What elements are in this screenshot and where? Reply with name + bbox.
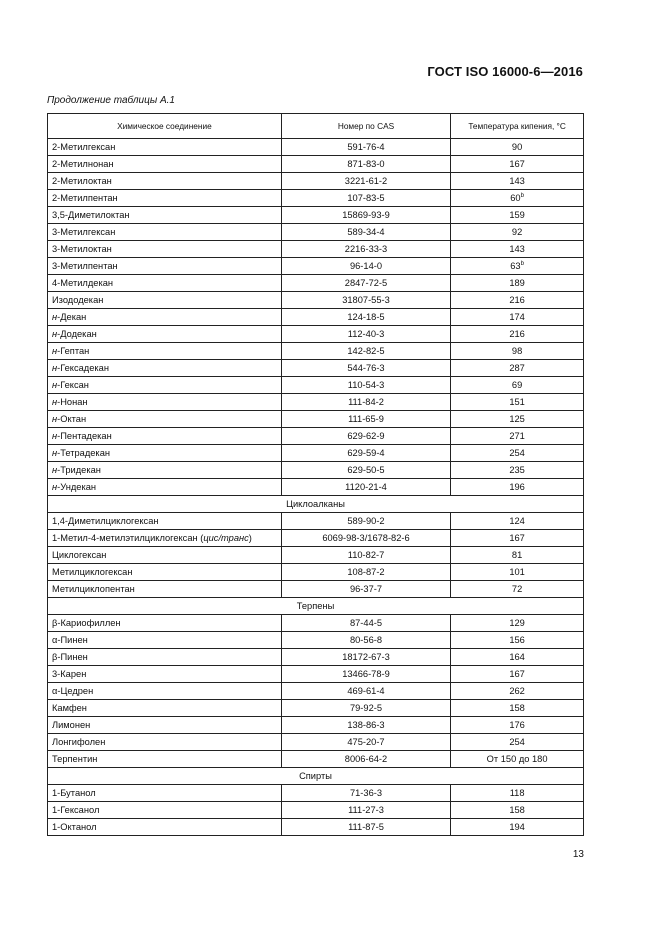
document-header: ГОСТ ISO 16000-6—2016	[427, 64, 583, 79]
boiling-point-cell	[451, 581, 584, 598]
compound-name-cell	[48, 241, 282, 258]
compound-name: -Гептан	[57, 346, 90, 356]
compound-name: -Пентадекан	[57, 431, 112, 441]
compound-name-cell	[48, 615, 282, 632]
boiling-point-cell	[451, 683, 584, 700]
boiling-point-cell	[451, 343, 584, 360]
compound-name-cell	[48, 666, 282, 683]
column-header-cas: Номер по CAS	[281, 114, 450, 139]
boiling-point-value: 176	[509, 720, 525, 730]
boiling-point-cell	[451, 717, 584, 734]
compound-name: β-Пинен	[52, 652, 88, 662]
compound-name-cell	[48, 683, 282, 700]
boiling-point-cell	[451, 802, 584, 819]
table-row	[48, 411, 584, 428]
group-heading: Терпены	[48, 598, 584, 615]
boiling-point-cell	[451, 785, 584, 802]
compound-name-cell	[48, 734, 282, 751]
table-row	[48, 751, 584, 768]
compound-name-cell	[48, 309, 282, 326]
table-row	[48, 258, 584, 275]
cas-number-cell: 544-76-3	[281, 360, 450, 377]
boiling-point-cell	[451, 615, 584, 632]
boiling-point-cell	[451, 224, 584, 241]
boiling-point-value: 143	[509, 244, 525, 254]
boiling-point-cell	[451, 819, 584, 836]
boiling-point-cell	[451, 394, 584, 411]
compound-name-cell	[48, 581, 282, 598]
boiling-point-value: 254	[509, 737, 525, 747]
boiling-point-value: 81	[511, 550, 523, 560]
page-number: 13	[572, 849, 584, 860]
cas-number-cell: 111-65-9	[281, 411, 450, 428]
normal-prefix: н	[52, 431, 58, 441]
normal-prefix: н	[52, 312, 58, 322]
boiling-point-value: 287	[509, 363, 525, 373]
table-row	[48, 173, 584, 190]
compound-name: 2-Метилоктан	[52, 176, 112, 186]
compound-name: 3-Метилгексан	[52, 227, 116, 237]
table-row	[48, 530, 584, 547]
compound-name-cell	[48, 224, 282, 241]
boiling-point-cell	[451, 326, 584, 343]
cas-number-cell: 108-87-2	[281, 564, 450, 581]
cas-number-cell: 13466-78-9	[281, 666, 450, 683]
compound-name-cell	[48, 649, 282, 666]
boiling-point-cell	[451, 241, 584, 258]
compound-name-cell	[48, 207, 282, 224]
compound-name-cell	[48, 479, 282, 496]
footnote-marker: b	[520, 260, 524, 267]
boiling-point-cell	[451, 190, 584, 207]
table-row	[48, 343, 584, 360]
boiling-point-value: 167	[509, 159, 525, 169]
boiling-point-cell	[451, 751, 584, 768]
table-row	[48, 785, 584, 802]
compound-name: 3-Метилпентан	[52, 261, 118, 271]
compound-name-cell	[48, 632, 282, 649]
cas-number-cell: 475-20-7	[281, 734, 450, 751]
compound-name: -Декан	[57, 312, 87, 322]
boiling-point-cell	[451, 139, 584, 156]
cas-number-cell: 111-84-2	[281, 394, 450, 411]
boiling-point-cell	[451, 377, 584, 394]
normal-prefix: н	[52, 380, 58, 390]
compound-name-cell	[48, 802, 282, 819]
compound-name: -Нонан	[57, 397, 88, 407]
compound-name-cell	[48, 360, 282, 377]
table-row	[48, 156, 584, 173]
normal-prefix: н	[52, 329, 58, 339]
boiling-point-value: 63	[510, 261, 521, 271]
boiling-point-cell	[451, 547, 584, 564]
boiling-point-cell	[451, 462, 584, 479]
cas-number-cell: 2216-33-3	[281, 241, 450, 258]
column-header-boiling-point: Температура кипения, °С	[451, 114, 584, 139]
compound-name: Метилциклопентан	[52, 584, 135, 594]
group-heading: Спирты	[48, 768, 584, 785]
footnote-marker: b	[520, 192, 524, 199]
boiling-point-value: 158	[509, 703, 525, 713]
boiling-point-cell	[451, 479, 584, 496]
cas-number-cell: 79-92-5	[281, 700, 450, 717]
boiling-point-value: 167	[509, 533, 525, 543]
table-body	[48, 139, 584, 836]
compound-name-suffix: )	[248, 533, 252, 543]
cas-number-cell: 591-76-4	[281, 139, 450, 156]
boiling-point-cell	[451, 258, 584, 275]
table-row	[48, 479, 584, 496]
table-row	[48, 632, 584, 649]
boiling-point-value: 92	[511, 227, 523, 237]
cas-number-cell: 110-82-7	[281, 547, 450, 564]
cas-number-cell: 96-37-7	[281, 581, 450, 598]
table-row	[48, 292, 584, 309]
boiling-point-value: 194	[509, 822, 525, 832]
cas-number-cell: 18172-67-3	[281, 649, 450, 666]
cas-number-cell: 71-36-3	[281, 785, 450, 802]
compound-name: 2-Метилнонан	[52, 159, 114, 169]
compound-name-cell	[48, 547, 282, 564]
boiling-point-cell	[451, 666, 584, 683]
compounds-table	[47, 113, 584, 836]
table-row	[48, 445, 584, 462]
compound-name: 1-Гексанол	[52, 805, 100, 815]
compound-name-cell	[48, 343, 282, 360]
boiling-point-cell	[451, 649, 584, 666]
compound-name-cell	[48, 700, 282, 717]
boiling-point-cell	[451, 445, 584, 462]
cas-number-cell: 31807-55-3	[281, 292, 450, 309]
cas-number-cell: 15869-93-9	[281, 207, 450, 224]
compound-name-cell	[48, 717, 282, 734]
boiling-point-cell	[451, 632, 584, 649]
cas-number-cell: 111-87-5	[281, 819, 450, 836]
compound-name: Лимонен	[52, 720, 91, 730]
compound-name-cell	[48, 394, 282, 411]
table-header	[48, 114, 584, 139]
compound-name-cell	[48, 411, 282, 428]
boiling-point-cell	[451, 360, 584, 377]
normal-prefix: н	[52, 363, 58, 373]
table-row	[48, 241, 584, 258]
compound-name: α-Пинен	[52, 635, 88, 645]
table-row	[48, 666, 584, 683]
compound-name: 2-Метилпентан	[52, 193, 118, 203]
group-row	[48, 496, 584, 513]
boiling-point-value: 118	[509, 788, 525, 798]
boiling-point-value: 174	[509, 312, 525, 322]
header-row	[48, 114, 584, 139]
boiling-point-value: 60	[510, 193, 521, 203]
boiling-point-value: 167	[509, 669, 525, 679]
compound-name: Метилциклогексан	[52, 567, 133, 577]
compound-name-cell	[48, 139, 282, 156]
compound-name-cell	[48, 564, 282, 581]
boiling-point-value: 196	[509, 482, 525, 492]
boiling-point-value: 72	[511, 584, 523, 594]
boiling-point-cell	[451, 156, 584, 173]
cas-number-cell: 2847-72-5	[281, 275, 450, 292]
compound-name: 3-Карен	[52, 669, 87, 679]
compound-name: 2-Метилгексан	[52, 142, 116, 152]
compound-name-cell	[48, 326, 282, 343]
compound-name-cell	[48, 275, 282, 292]
normal-prefix: н	[52, 482, 58, 492]
boiling-point-value: 101	[509, 567, 525, 577]
table-row	[48, 819, 584, 836]
table-row	[48, 700, 584, 717]
boiling-point-cell	[451, 530, 584, 547]
compound-name: 4-Метилдекан	[52, 278, 114, 288]
normal-prefix: н	[52, 448, 58, 458]
table-row	[48, 428, 584, 445]
group-heading: Циклоалканы	[48, 496, 584, 513]
cas-number-cell: 1120-21-4	[281, 479, 450, 496]
boiling-point-cell	[451, 734, 584, 751]
cas-number-cell: 589-34-4	[281, 224, 450, 241]
table-row	[48, 462, 584, 479]
compound-name: 3,5-Диметилоктан	[52, 210, 130, 220]
compound-name-cell	[48, 156, 282, 173]
compound-name-cell	[48, 377, 282, 394]
table-row	[48, 734, 584, 751]
compound-name-cell	[48, 190, 282, 207]
table-row	[48, 547, 584, 564]
compound-name-cell	[48, 462, 282, 479]
boiling-point-cell	[451, 292, 584, 309]
boiling-point-value: 159	[509, 210, 525, 220]
boiling-point-value: 151	[509, 397, 525, 407]
table-row	[48, 394, 584, 411]
compound-name: 1-Метил-4-метилэтилциклогексан (	[52, 533, 204, 543]
table-row	[48, 717, 584, 734]
cas-number-cell: 589-90-2	[281, 513, 450, 530]
compound-name: -Октан	[57, 414, 87, 424]
cas-number-cell: 111-27-3	[281, 802, 450, 819]
normal-prefix: н	[52, 465, 58, 475]
compound-name: α-Цедрен	[52, 686, 94, 696]
compound-name: β-Кариофиллен	[52, 618, 121, 628]
cas-number-cell: 80-56-8	[281, 632, 450, 649]
boiling-point-cell	[451, 411, 584, 428]
compound-name-cell	[48, 445, 282, 462]
cas-number-cell: 3221-61-2	[281, 173, 450, 190]
boiling-point-cell	[451, 564, 584, 581]
compound-name-cell	[48, 173, 282, 190]
compound-name: 1-Бутанол	[52, 788, 96, 798]
cas-number-cell: 629-62-9	[281, 428, 450, 445]
compound-name: Лонгифолен	[52, 737, 106, 747]
cas-number-cell: 107-83-5	[281, 190, 450, 207]
normal-prefix: н	[52, 346, 58, 356]
compound-name: 1-Октанол	[52, 822, 97, 832]
compound-name: -Ундекан	[57, 482, 97, 492]
boiling-point-value: 216	[509, 329, 525, 339]
compound-name: -Гексан	[57, 380, 89, 390]
compound-name: 3-Метилоктан	[52, 244, 112, 254]
table-row	[48, 683, 584, 700]
compound-name: Циклогексан	[52, 550, 107, 560]
table-row	[48, 207, 584, 224]
table-row	[48, 581, 584, 598]
cas-number-cell: 6069-98-3/1678-82-6	[281, 530, 450, 547]
cas-number-cell: 87-44-5	[281, 615, 450, 632]
compound-name: 1,4-Диметилциклогексан	[52, 516, 159, 526]
table-row	[48, 326, 584, 343]
boiling-point-cell	[451, 275, 584, 292]
compound-name-cell	[48, 258, 282, 275]
compound-name-cell	[48, 428, 282, 445]
compound-name: Изододекан	[52, 295, 104, 305]
boiling-point-cell	[451, 700, 584, 717]
table-row	[48, 564, 584, 581]
table-row	[48, 513, 584, 530]
compound-name: -Гексадекан	[57, 363, 109, 373]
boiling-point-value: 164	[509, 652, 525, 662]
cas-number-cell: 112-40-3	[281, 326, 450, 343]
boiling-point-value: 235	[509, 465, 525, 475]
table-row	[48, 275, 584, 292]
boiling-point-value: 124	[509, 516, 525, 526]
boiling-point-value: От 150 до 180	[486, 754, 548, 764]
table-row	[48, 615, 584, 632]
boiling-point-value: 125	[509, 414, 525, 424]
table-row	[48, 224, 584, 241]
boiling-point-value: 189	[509, 278, 525, 288]
compound-name-cell	[48, 819, 282, 836]
column-header-compound: Химическое соединение	[48, 114, 282, 139]
cas-number-cell: 142-82-5	[281, 343, 450, 360]
cas-number-cell: 138-86-3	[281, 717, 450, 734]
cas-number-cell: 629-50-5	[281, 462, 450, 479]
cas-number-cell: 871-83-0	[281, 156, 450, 173]
boiling-point-value: 158	[509, 805, 525, 815]
group-row	[48, 598, 584, 615]
compound-name: Камфен	[52, 703, 87, 713]
compound-name: -Тридекан	[57, 465, 101, 475]
isomer-note: цис/транс	[203, 533, 249, 543]
boiling-point-value: 254	[509, 448, 525, 458]
group-row	[48, 768, 584, 785]
table-row	[48, 190, 584, 207]
boiling-point-value: 129	[509, 618, 525, 628]
table-caption: Продолжение таблицы А.1	[47, 95, 175, 106]
compound-name: -Додекан	[57, 329, 97, 339]
cas-number-cell: 469-61-4	[281, 683, 450, 700]
normal-prefix: н	[52, 414, 58, 424]
boiling-point-value: 90	[511, 142, 523, 152]
cas-number-cell: 8006-64-2	[281, 751, 450, 768]
boiling-point-cell	[451, 428, 584, 445]
boiling-point-value: 216	[509, 295, 525, 305]
cas-number-cell: 110-54-3	[281, 377, 450, 394]
cas-number-cell: 124-18-5	[281, 309, 450, 326]
compound-name-cell	[48, 530, 282, 547]
boiling-point-cell	[451, 207, 584, 224]
boiling-point-cell	[451, 309, 584, 326]
boiling-point-value: 143	[509, 176, 525, 186]
table-row	[48, 377, 584, 394]
boiling-point-value: 98	[511, 346, 523, 356]
compound-name: Терпентин	[52, 754, 98, 764]
boiling-point-value: 262	[509, 686, 525, 696]
boiling-point-value: 156	[509, 635, 525, 645]
boiling-point-value: 271	[509, 431, 525, 441]
compound-name-cell	[48, 513, 282, 530]
cas-number-cell: 96-14-0	[281, 258, 450, 275]
compound-name-cell	[48, 785, 282, 802]
table-row	[48, 309, 584, 326]
table-row	[48, 360, 584, 377]
boiling-point-cell	[451, 513, 584, 530]
compound-name-cell	[48, 751, 282, 768]
normal-prefix: н	[52, 397, 58, 407]
boiling-point-value: 69	[511, 380, 523, 390]
compound-name: -Тетрадекан	[57, 448, 111, 458]
boiling-point-cell	[451, 173, 584, 190]
table-row	[48, 802, 584, 819]
table-row	[48, 649, 584, 666]
compound-name-cell	[48, 292, 282, 309]
cas-number-cell: 629-59-4	[281, 445, 450, 462]
table-row	[48, 139, 584, 156]
